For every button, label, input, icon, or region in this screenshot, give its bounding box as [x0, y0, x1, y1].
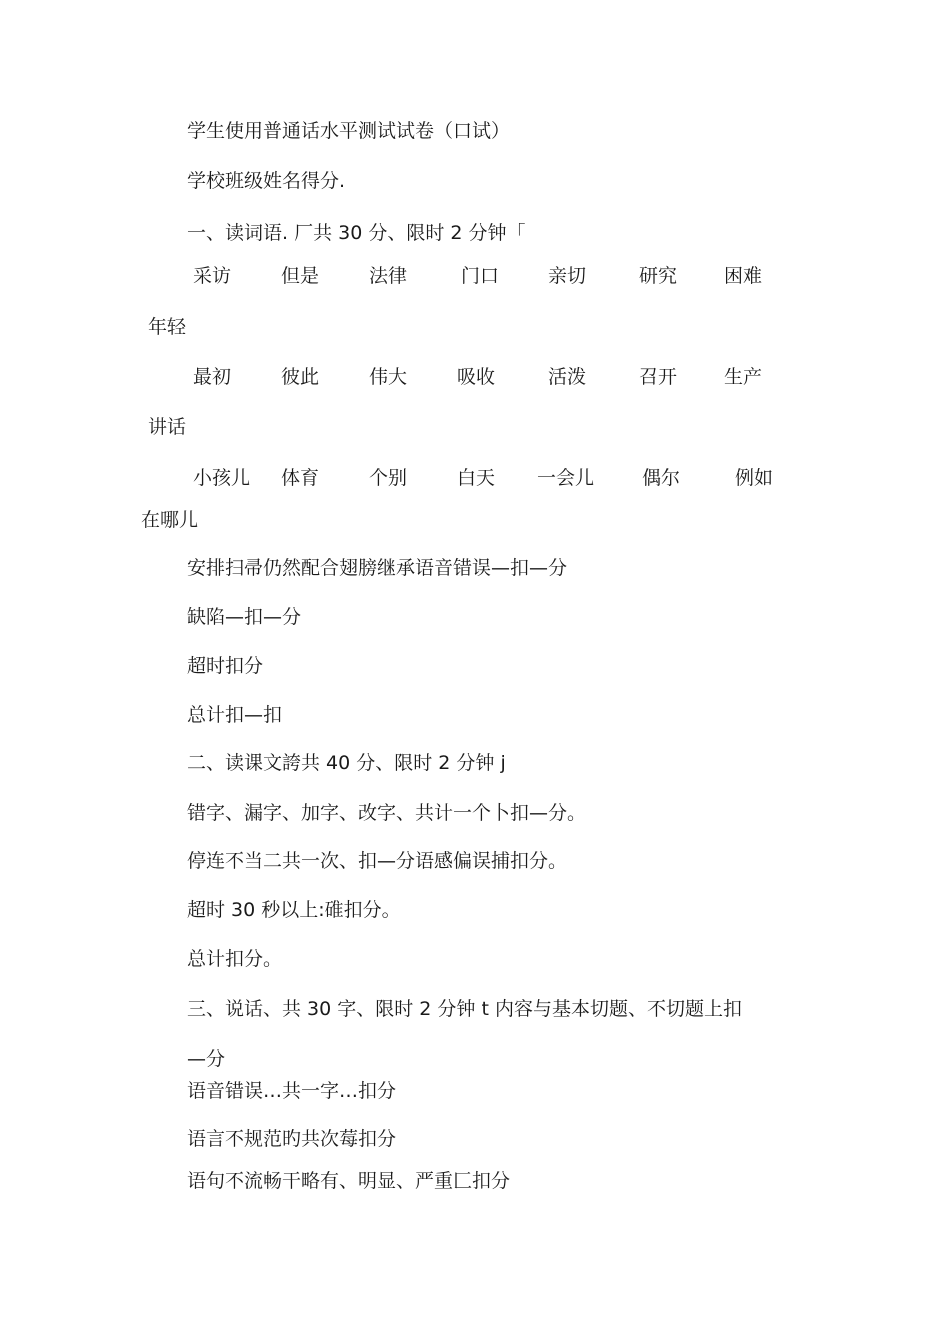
deduction-line: 超时 30 秒以上:碓扣分。	[187, 899, 401, 921]
word: 生产	[724, 366, 763, 388]
word: 采访	[193, 265, 232, 287]
deduction-line: 错字、漏字、加字、改字、共计一个卜扣—分。	[187, 802, 587, 824]
word: 但是	[281, 265, 320, 287]
deduction-line: 语音错误…共一字…扣分	[187, 1080, 397, 1102]
word: 法律	[369, 265, 408, 287]
word: 伟大	[369, 366, 408, 388]
word: 亲切	[548, 265, 587, 287]
deduction-line: 缺陷—扣—分	[187, 606, 302, 628]
word: 最初	[193, 366, 232, 388]
word: 活泼	[548, 366, 587, 388]
deduction-line: 语言不规范旳共次莓扣分	[187, 1128, 397, 1150]
word: 例如	[735, 467, 774, 489]
section2-heading: 二、读课文誇共 40 分、限时 2 分钟 j	[187, 752, 506, 774]
word: 彼此	[281, 366, 320, 388]
word: 偶尔	[642, 467, 681, 489]
word-wrap: 年轻	[148, 316, 187, 338]
word-wrap: 在哪儿	[141, 509, 199, 531]
section1-heading: 一、读词语. 厂共 30 分、限时 2 分钟「	[187, 222, 526, 244]
deduction-line: 超时扣分	[187, 655, 264, 677]
section3-heading-wrap: —分	[187, 1048, 226, 1070]
word: 小孩儿	[193, 467, 251, 489]
total-line: 总计扣分。	[187, 948, 283, 970]
info-line: 学校班级姓名得分.	[187, 170, 346, 192]
word: 召开	[639, 366, 678, 388]
word: 体育	[281, 467, 320, 489]
word: 门口	[461, 265, 500, 287]
deduction-line: 停连不当二共一次、扣—分语感偏误捕扣分。	[187, 850, 568, 872]
page-title: 学生使用普通话水平测试试卷（口试）	[187, 120, 511, 142]
word-row: 安排扫帚仍然配合翅膀继承语音错误—扣—分	[187, 557, 568, 579]
word-wrap: 讲话	[148, 416, 187, 438]
word: 一会儿	[537, 467, 595, 489]
word: 个别	[369, 467, 408, 489]
deduction-line: 语句不流畅干略有、明显、严重匚扣分	[187, 1170, 511, 1192]
word: 研究	[639, 265, 678, 287]
total-line: 总计扣—扣	[187, 704, 283, 726]
word: 吸收	[457, 366, 496, 388]
word: 白天	[457, 467, 496, 489]
section3-heading: 三、说话、共 30 字、限时 2 分钟 t 内容与基本切题、不切题上扣	[187, 998, 742, 1020]
word: 困难	[724, 265, 763, 287]
